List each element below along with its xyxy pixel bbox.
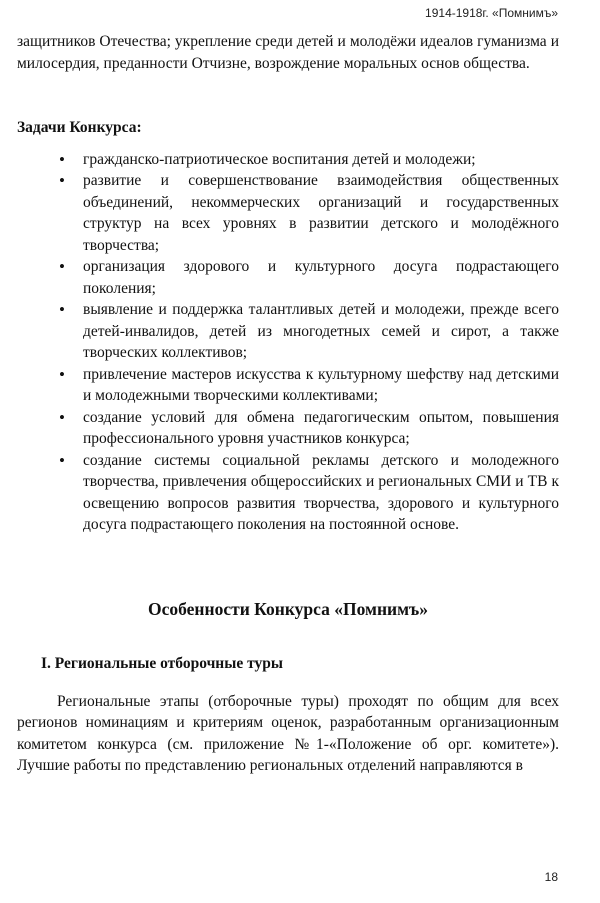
section-title: Особенности Конкурса «Помнимъ» — [148, 598, 428, 619]
body-paragraph: Региональные этапы (отборочные туры) проходят по общим для всех регионов номинациям и критериям оценок, разработанным организационным комитетом конкурса (см. приложение №1-«Положение об орг. комитете»). Лучшие работы по представлению региональных отделений направляются в — [17, 692, 559, 774]
list-item: • привлечение мастеров искусства к культурному шефству над детскими и молодежными творческими коллективами; — [83, 364, 559, 407]
intro-paragraph: защитников Отечества; укрепление среди детей и молодёжи идеалов гуманизма и милосердия, преданности Отчизне, возрождение моральных основ общества. — [17, 33, 559, 72]
list-item: • создание системы социальной рекламы детского и молодежного творчества, привлечения общероссийских и региональных СМИ и ТВ к освещению вопросов развития творчества, здорового и культурного досуга подрастающего поколения на постоянной основе. — [83, 450, 559, 536]
list-item: • организация здорового и культурного досуга подрастающего поколения; — [83, 256, 559, 299]
tasks-heading: Задачи Конкурса: — [17, 119, 142, 136]
list-item: • развитие и совершенствование взаимодействия общественных объединений, некоммерческих организаций и государственных структур на всех уровнях в развитии детского и молодёжного творчества; — [83, 170, 559, 256]
list-item: • создание условий для обмена педагогическим опытом, повышения профессионального уровня участников конкурса; — [83, 407, 559, 450]
page-number: 18 — [544, 870, 558, 884]
subsection-title: I. Региональные отборочные туры — [41, 655, 283, 672]
tasks-list — [17, 149, 559, 536]
page-content — [17, 31, 559, 777]
running-header: 1914-1918г. «Помнимъ» — [425, 6, 558, 20]
list-item: • выявление и поддержка талантливых детей и молодежи, прежде всего детей-инвалидов, детей из многодетных семей и сирот, а также творческих коллективов; — [83, 299, 559, 364]
list-item: • гражданско-патриотическое воспитания детей и молодежи; — [83, 149, 559, 171]
